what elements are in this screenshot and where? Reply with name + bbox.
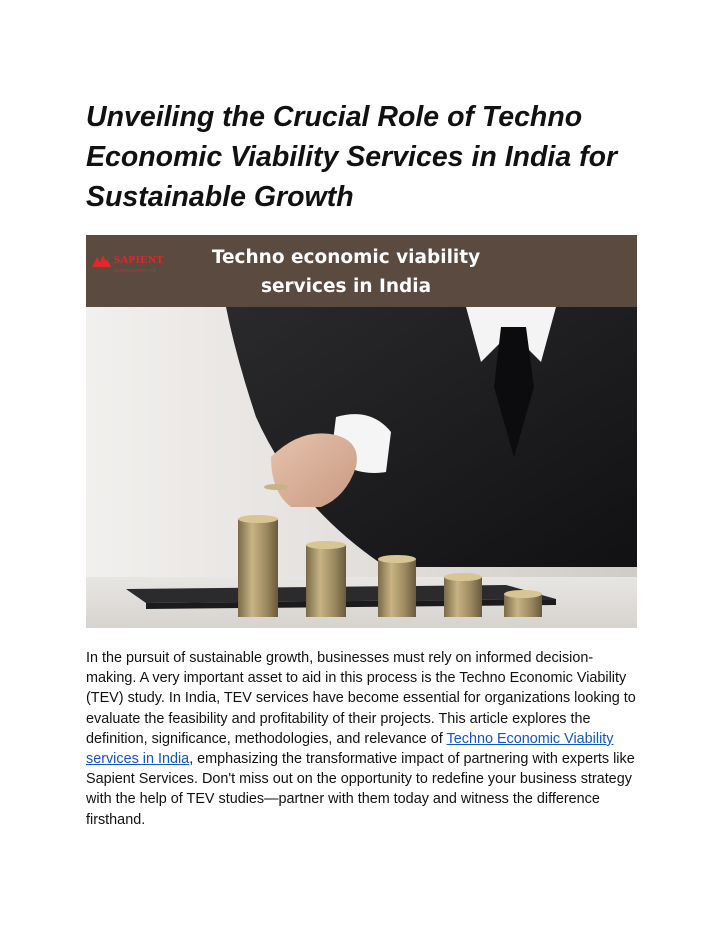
intro-text-start: In the pursuit of sustainable growth, businesses must rely on informed decision-making. A very important asset to aid in this process is the Techno Economic Viability (TEV) study. In India, TEV services have become essential for organizations looking to evaluate the feasibility and profitability of their projects. This article explores the definition, significance, methodologies, and relevance of <box>86 650 636 747</box>
sapient-logo <box>92 253 174 281</box>
logo-subtext: SERVICES PVT LTD <box>114 268 157 273</box>
intro-paragraph <box>86 648 642 830</box>
tev-services-link[interactable]: Techno Economic Viability services in India <box>86 730 614 768</box>
hero-banner <box>86 235 637 307</box>
banner-heading <box>196 243 496 301</box>
banner-line-1: Techno economic viability <box>211 247 481 268</box>
banner-line-2: services in India <box>260 276 432 297</box>
intro-text-end: , emphasizing the transformative impact of partnering with experts like Sapient Services. Don't miss out on the opportunity to redefine your business strategy with the help of TEV studies—partner with them today and witness the difference firsthand. <box>86 751 635 828</box>
coin-stacks-photo <box>86 307 637 628</box>
hero-image <box>86 235 637 628</box>
logo-mark-icon <box>92 253 112 269</box>
page-title: Unveiling the Crucial Role of Techno Economic Viability Services in India for Sustainable Growth <box>86 101 618 213</box>
logo-text: SAPIENT <box>114 254 164 266</box>
